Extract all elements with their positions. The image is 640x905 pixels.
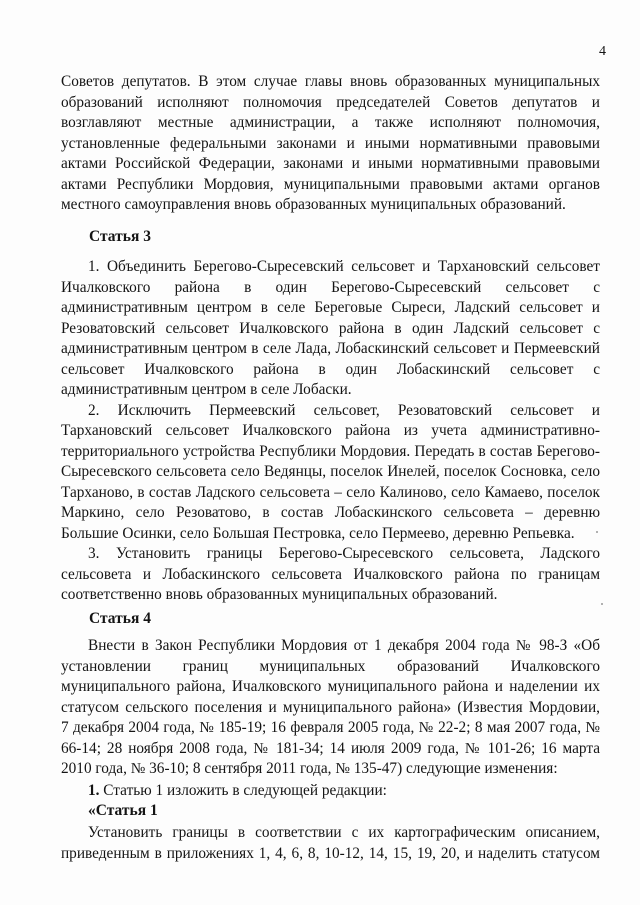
text-line: актами Республики Мордовия, муниципальными правовыми актами органов (61, 175, 600, 193)
text-line: статусом сельского поселения и муниципального района» (Известия Мордовии, (61, 698, 600, 716)
text-line: территориального устройства Республики Мордовия. Передать в состав Берегово- (61, 442, 600, 460)
text-line: 2. Исключить Пермеевский сельсовет, Резоватовский сельсовет и (88, 401, 600, 419)
article-3-heading: Статья 3 (89, 228, 151, 245)
text-line: Сыресевского сельсовета село Ведянцы, поселок Инелей, поселок Сосновка, село (61, 463, 600, 480)
scan-speck (601, 603, 603, 605)
text-line: приведенным в приложениях 1, 4, 6, 8, 10-12, 14, 15, 19, 20, и наделить статусом (61, 844, 600, 862)
item-text: Статью 1 изложить в следующей редакции: (99, 782, 387, 799)
text-line: 2010 года, № 36-10; 8 сентября 2011 года, № 135-47) следующие изменения: (61, 760, 558, 777)
amendment-item-1 (88, 782, 387, 800)
page-number: 4 (599, 44, 606, 59)
article-3-body (61, 257, 600, 606)
text-line: образований исполняют полномочия председателей Советов депутатов и (61, 93, 600, 111)
text-line: административным центром в селе Лада, Лобаскинский сельсовет и Пермеевский (61, 340, 600, 357)
text-line: сельсовета и Лобаскинского сельсовета Ичалковского района по границам (61, 565, 600, 583)
text-line: местного самоуправления вновь образованных муниципальных образований. (61, 196, 566, 213)
text-line: Советов депутатов. В этом случае главы вновь образованных муниципальных (61, 73, 600, 90)
text-line: установленные федеральными законами и иными нормативными правовыми (61, 134, 600, 152)
text-line: муниципального района, Ичалковского муниципального района и наделении их (61, 678, 600, 695)
item-number: 1. (88, 782, 100, 799)
text-line: административным центром в селе Береговые Сыреси, Ладский сельсовет и (61, 299, 600, 316)
text-line: административным центром в селе Лобаски. (61, 381, 352, 398)
text-line: соответственно вновь образованных муниципальных образований. (61, 586, 498, 603)
text-line: 7 декабря 2004 года, № 185-19; 16 февраля 2005 года, № 22-2; 8 мая 2007 года, № (61, 719, 600, 736)
text-line: сельсовет Ичалковского района в один Лобаскинский сельсовет с (61, 360, 600, 378)
article-4-body (61, 636, 600, 780)
text-line: 3. Установить границы Берегово-Сыресевского сельсовета, Ладского (88, 545, 600, 562)
paragraph-councils (61, 72, 600, 216)
scan-speck (596, 531, 598, 533)
text-line: Маркино, село Резоватово, в состав Лобаскинского сельсовета – деревню (61, 504, 600, 521)
text-line: Установить границы в соответствии с их картографическим описанием, (88, 824, 600, 841)
text-line: Тарханово, в состав Ладского сельсовета – село Калиново, село Камаево, поселок (61, 483, 600, 501)
text-line: Внести в Закон Республики Мордовия от 1 декабря 2004 года № 98-З «Об (88, 637, 600, 654)
text-line: возглавляют местные администрации, а также исполняют полномочия, (61, 114, 600, 131)
text-line: 66-14; 28 ноября 2008 года, № 181-34; 14 июля 2009 года, № 101-26; 16 марта (61, 739, 600, 757)
article-4-heading: Статья 4 (89, 610, 151, 627)
quoted-article-1-body (61, 823, 600, 864)
text-line: Тархановский сельсовет Ичалковского района из учета административно- (61, 422, 600, 439)
text-line: Ичалковского района в один Берегово-Сыресевский сельсовет с (61, 278, 600, 296)
text-line: 1. Объединить Берегово-Сыресевский сельсовет и Тархановский сельсовет (88, 258, 600, 275)
text-line: актами Российской Федерации, законами и иными нормативными правовыми (61, 155, 600, 172)
text-line: установлении границ муниципальных образований Ичалковского (61, 657, 600, 675)
text-line: Резоватовский сельсовет Ичалковского района в один Ладский сельсовет с (61, 319, 600, 337)
quoted-article-1-heading: «Статья 1 (88, 802, 158, 819)
text-line: Большие Осинки, село Большая Пестровка, село Пермеево, деревню Репьевка. (61, 524, 575, 542)
